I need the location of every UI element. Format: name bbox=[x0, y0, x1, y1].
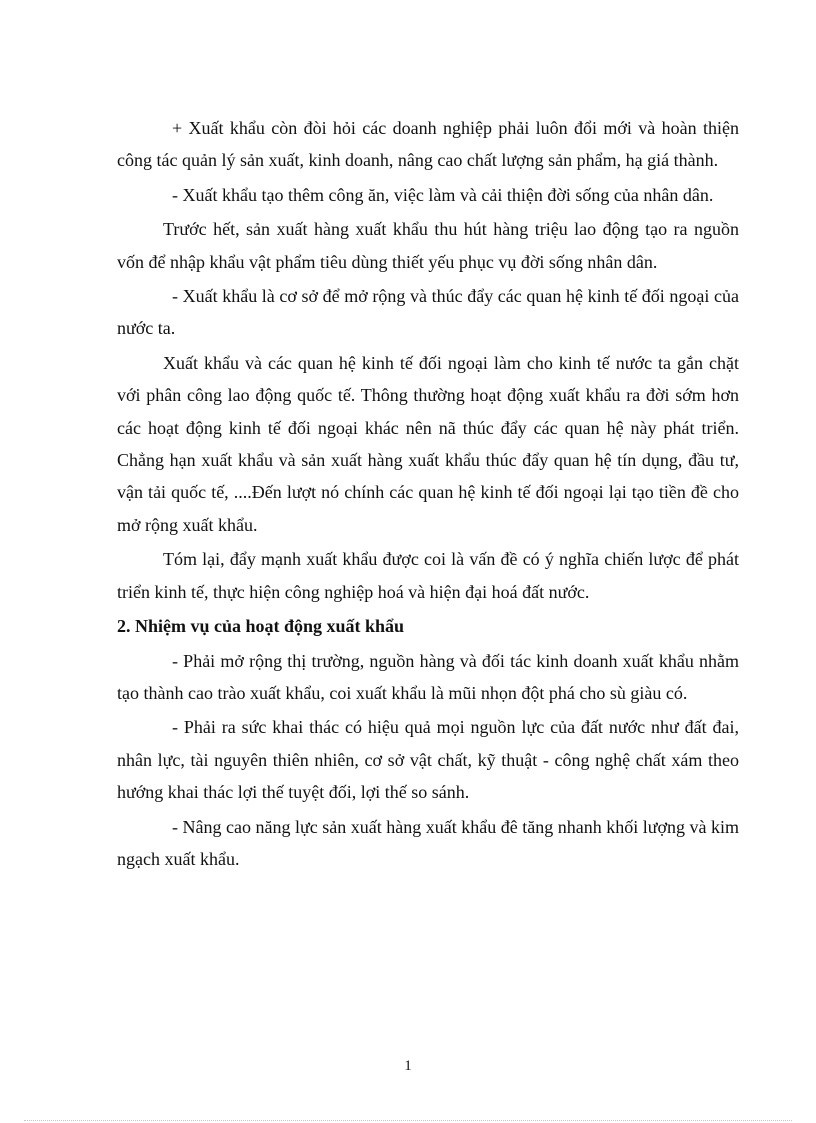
paragraph-renewal: + Xuất khẩu còn đòi hỏi các doanh nghiệp phải luôn đổi mới và hoàn thiện công tác quản lý sản xuất, kinh doanh, nâng cao chất lượng sản phẩm, hạ giá thành. bbox=[117, 118, 739, 171]
paragraph-capacity: - Nâng cao năng lực sản xuất hàng xuất khẩu đê tăng nhanh khối lượng và kim ngạch xuất khẩu. bbox=[117, 816, 739, 869]
section-heading: 2. Nhiệm vụ của hoạt động xuất khẩu bbox=[117, 616, 405, 637]
paragraph-international-division: Xuất khẩu và các quan hệ kinh tế đối ngoại làm cho kinh tế nước ta gắn chặt với phân công lao động quốc tế. Thông thường hoạt động xuất khẩu ra đời sớm hơn các hoạt động kinh tế đối ngoại khác nên nã thúc đẩy các quan hệ này phát triển. Chẳng hạn xuất khẩu và sản xuất hàng xuất khẩu thúc đẩy quan hệ tín dụng, đầu tư, vận tải quốc tế, ....Đến lượt nó chính các quan hệ kinh tế đối ngoại lại tạo tiền đề cho mở rộng xuất khẩu. bbox=[117, 352, 739, 535]
paragraph-exploit-resources: - Phải ra sức khai thác có hiệu quả mọi nguồn lực của đất nước như đất đai, nhân lực, tài nguyên thiên nhiên, cơ sở vật chất, kỹ thuật - công nghệ chất xám theo hướng khai thác lợi thế tuyệt đối, lợi thế so sánh. bbox=[117, 717, 739, 803]
paragraph-conclusion: Tóm lại, đẩy mạnh xuất khẩu được coi là vấn đề có ý nghĩa chiến lược để phát triển kinh tế, thực hiện công nghiệp hoá và hiện đại hoá đất nước. bbox=[117, 549, 739, 602]
paragraph-jobs: - Xuất khẩu tạo thêm công ăn, việc làm và cải thiện đời sống của nhân dân. bbox=[172, 184, 714, 205]
page-number: 1 bbox=[404, 1058, 412, 1074]
page-body bbox=[117, 112, 739, 877]
paragraph-foreign-relations: - Xuất khẩu là cơ sở để mở rộng và thúc đẩy các quan hệ kinh tế đối ngoại của nước ta. bbox=[117, 286, 739, 339]
paragraph-expand-market: - Phải mở rộng thị trường, nguồn hàng và đối tác kinh doanh xuất khẩu nhằm tạo thành cao trào xuất khẩu, coi xuất khẩu là mũi nhọn đột phá cho sù giàu có. bbox=[117, 650, 739, 703]
page-bottom-edge bbox=[24, 1120, 792, 1121]
paragraph-labor: Trước hết, sản xuất hàng xuất khẩu thu hút hàng triệu lao động tạo ra nguồn vốn để nhập khẩu vật phẩm tiêu dùng thiết yếu phục vụ đời sống nhân dân. bbox=[117, 219, 739, 272]
